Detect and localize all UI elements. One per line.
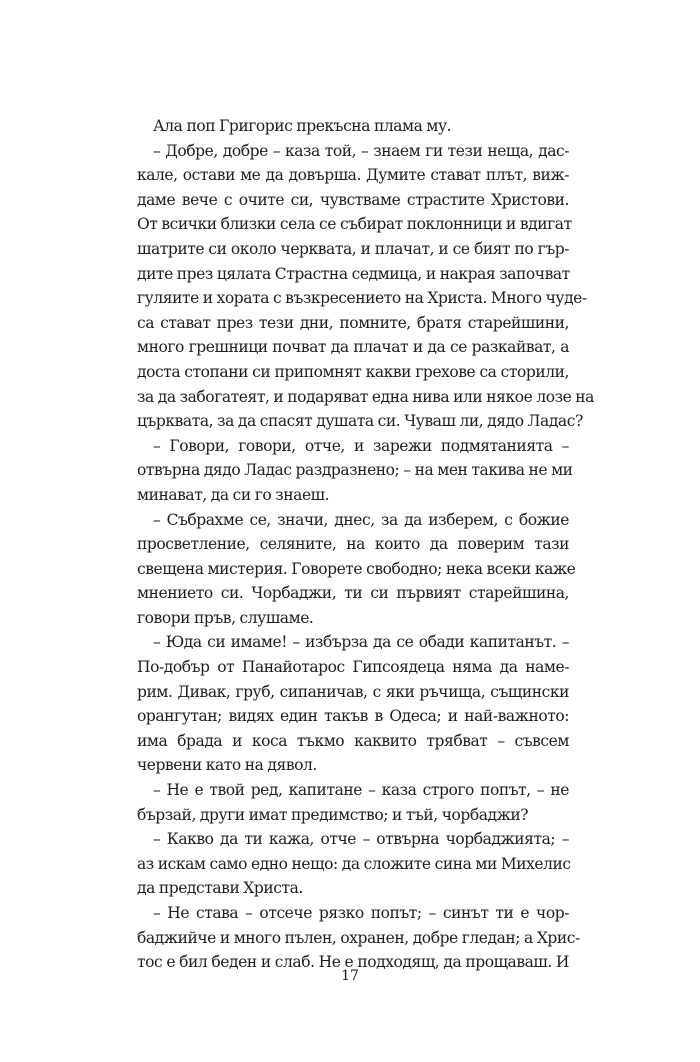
text-line: просветление, селяните, на които да поверим тази [137,535,569,554]
text-line: Ала поп Григорис прекъсна плама му. [153,117,452,135]
text-line: църквата, за да спасят душата си. Чуваш ли, дядо Ладас? [137,412,583,431]
text-line: – Какво да ти кажа, отче – отвърна чорбаджията; – [153,830,569,849]
text-line: доста стопани си припомнят какви грехове са сторили, [137,362,569,381]
text-line: са стават през тези дни, помните, братя старейшини, [137,313,569,332]
text-line: – Не става – отсече рязко попът; – синът ти е чор- [153,904,569,922]
text-line: От всички близки села се събират поклонници и вдигат [137,215,572,234]
text-line: отвърна дядо Ладас раздразнено; – на мен такива не ми [137,461,573,480]
page-number: 17 [341,968,359,984]
text-line: шатрите си около черквата, и плачат, и се бият по гър- [137,239,569,258]
text-line: – Юда си имаме! – избърза да се обади капитанът. – [153,633,569,652]
text-line: кале, остави ме да довърша. Думите стават плът, виж- [137,166,569,185]
text-line: мнението си. Чорбаджи, ти си първият старейшина, [137,584,569,603]
text-line: орангутан; видях един такъв в Одеса; и най-важното: [137,707,569,726]
text-line: свещена мистерия. Говорете свободно; нека всеки каже [137,559,576,578]
text-line: – Събрахме се, значи, днес, за да изберем, с божие [153,510,569,529]
text-line: даме вече с очите си, чувстваме страстите Христови. [137,190,569,209]
text-line: минават, да си го знаеш. [137,485,330,504]
text-line: говори пръв, слушаме. [137,608,314,627]
text-line: много грешници почват да плачат и да се разкайват, а [137,338,569,357]
text-line: за да забогатеят, и подаряват една нива или някое лозе на [137,387,594,406]
text-line: аз искам само едно нещо: да сложите сина ми Михелис [137,854,571,873]
text-line: червени като на дявол. [137,756,317,775]
text-line: рим. Дивак, груб, сипаничав, с яки ръчища, същински [137,682,569,701]
text-line: По-добър от Панайотарос Гипсоядеца няма да наме- [137,658,569,677]
text-line: баджийче и много пълен, охранен, добре гледан; а Хрис- [137,928,580,947]
body-text [137,114,594,975]
text-line: – Не е твой ред, капитане – каза строго попът, – не [153,781,569,800]
text-line: – Говори, говори, отче, и зарежи подмятанията – [153,436,569,455]
text-line: има брада и коса тъкмо каквито трябват – съвсем [137,731,569,750]
text-line: гуляите и хората с възкресението на Христа. Много чуде- [137,289,587,308]
text-line: бързай, други имат предимство; и тъй, чорбаджи? [137,805,529,824]
text-line: – Добре, добре – каза той, – знаем ги тези неща, дас- [153,141,569,160]
text-line: дите през цялата Страстна седмица, и накрая започват [137,264,570,283]
text-line: да представи Христа. [137,879,303,898]
text-line: тос е бил беден и слаб. Не е подходящ, да прощаваш. И [137,953,569,972]
